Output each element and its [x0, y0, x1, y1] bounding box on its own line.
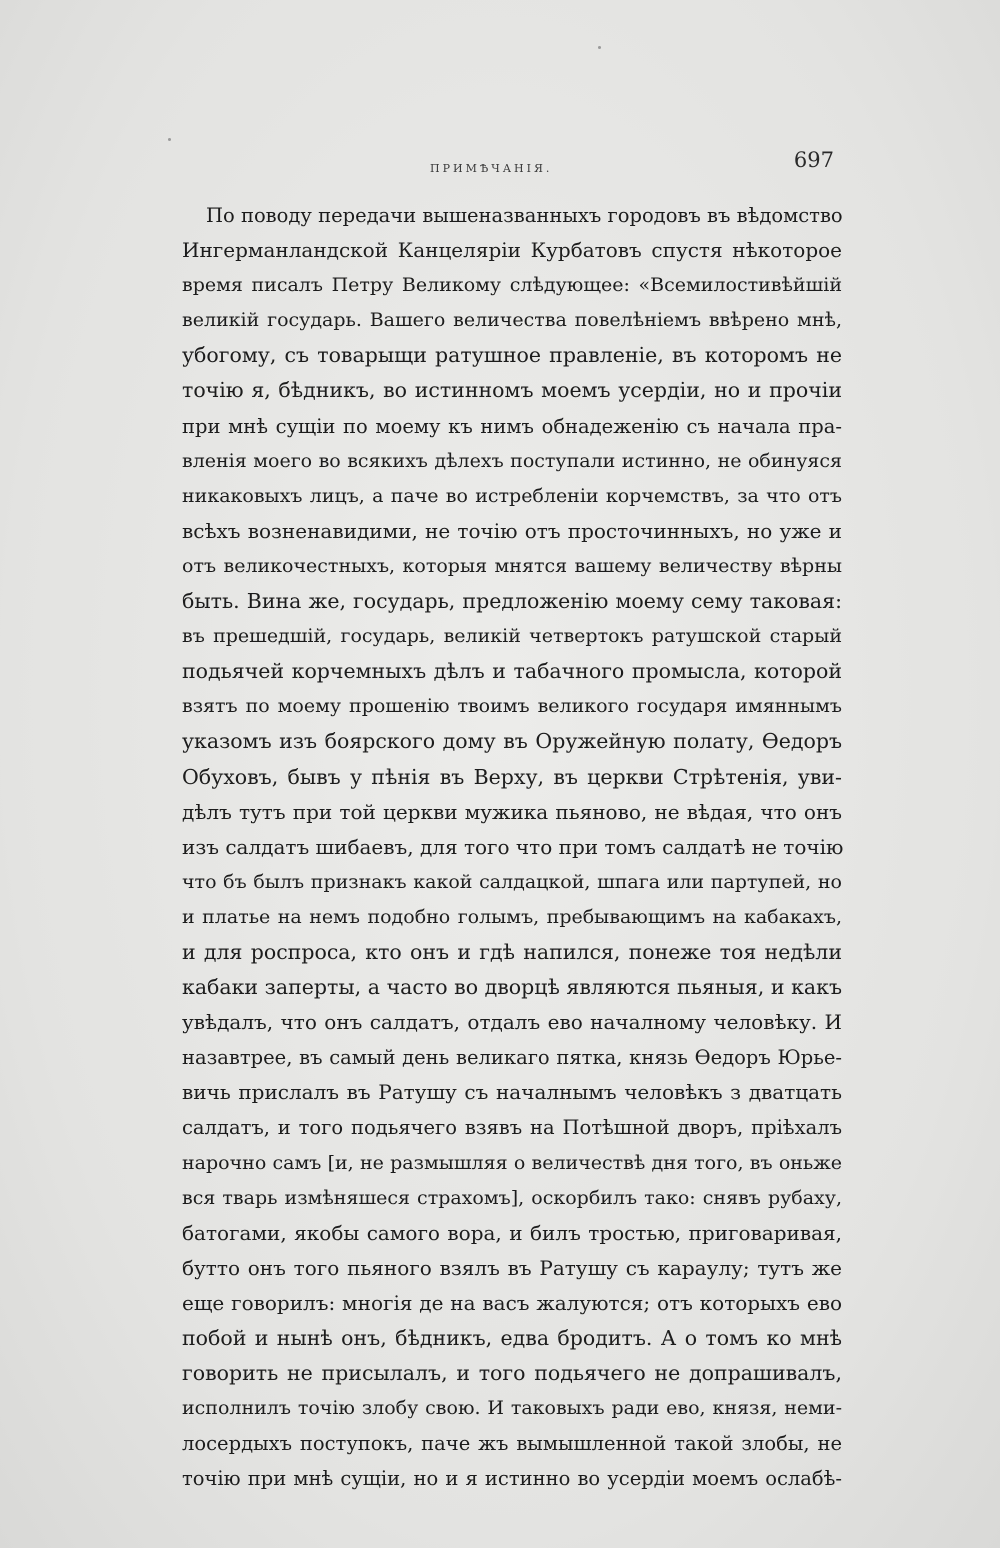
paper-speck — [168, 138, 171, 141]
text-line: кабаки заперты, а часто во дворцѣ являются пьяныя, и какъ — [182, 975, 842, 1000]
text-line: дѣлъ тутъ при той церкви мужика пьяново, не вѣдая, что онъ — [182, 799, 842, 824]
text-line: Ингерманландской Канцеляріи Курбатовъ спустя нѣкоторое — [182, 238, 842, 263]
text-line: вся тварь измѣняшеся страхомъ], оскорбилъ тако: снявъ рубаху, — [182, 1186, 842, 1209]
text-line: всѣхъ возненавидими, не точію отъ просточинныхъ, но уже и — [182, 518, 842, 543]
text-line: салдатъ, и того подьячего взявъ на Потѣшной дворъ, пріѣхалъ — [182, 1116, 842, 1140]
text-line: изъ салдатъ шибаевъ, для того что при томъ салдатѣ не точію — [182, 834, 844, 859]
text-line: нарочно самъ [и, не размышляя о величествѣ дня того, въ оньже — [182, 1151, 842, 1174]
text-line: увѣдалъ, что онъ салдатъ, отдалъ ево началному человѣку. И — [182, 1010, 842, 1035]
text-line: указомъ изъ боярского дому въ Оружейную полату, Ѳедоръ — [182, 729, 842, 754]
running-head-title: ПРИМѢЧАНІЯ. — [430, 162, 553, 175]
text-line: побой и нынѣ онъ, бѣдникъ, едва бродитъ. А о томъ ко мнѣ — [182, 1326, 842, 1350]
text-line: никаковыхъ лицъ, а паче во истребленіи корчемствъ, за что отъ — [182, 484, 842, 507]
text-line: лосердыхъ поступокъ, паче жъ вымышленной такой злобы, не — [182, 1432, 842, 1456]
running-head — [180, 148, 840, 178]
text-line: назавтрее, въ самый день великаго пятка, князь Ѳедоръ Юрье- — [182, 1046, 842, 1070]
page-number: 697 — [793, 148, 834, 172]
text-line: вленія моего во всякихъ дѣлехъ поступали истинно, не обинуяся — [182, 449, 842, 472]
paper-speck — [598, 46, 601, 49]
text-line: точію я, бѣдникъ, во истинномъ моемъ усердіи, но и прочіи — [182, 378, 842, 403]
text-line: при мнѣ сущіи по моему къ нимъ обнадеженію съ начала пра- — [182, 414, 842, 438]
text-line: еще говорилъ: многія де на васъ жалуются; отъ которыхъ ево — [182, 1290, 842, 1315]
text-line: вичь прислалъ въ Ратушу съ началнымъ человѣкъ з дватцать — [182, 1080, 842, 1105]
text-line: и платье на немъ подобно голымъ, пребывающимъ на кабакахъ, — [182, 905, 842, 928]
text-line: подьячей корчемныхъ дѣлъ и табачного промысла, которой — [182, 659, 842, 684]
text-line: бутто онъ того пьяного взялъ въ Ратушу съ караулу; тутъ же — [182, 1255, 842, 1280]
text-line: время писалъ Петру Великому слѣдующее: «Всемилостивѣйшій — [182, 274, 842, 297]
text-line: исполнилъ точію злобу свою. И таковыхъ ради ево, князя, неми- — [182, 1397, 842, 1420]
text-line: отъ великочестныхъ, которыя мнятся вашему величеству вѣрны — [182, 554, 842, 577]
text-line: батогами, якобы самого вора, и билъ тростью, приговаривая, — [182, 1220, 842, 1245]
text-line: что бъ былъ признакъ какой салдацкой, шпага или партупей, но — [182, 870, 842, 893]
text-line: въ прешедшій, государь, великій четвертокъ ратушской старый — [182, 625, 842, 648]
text-line: великій государь. Вашего величества повелѣніемъ ввѣрено мнѣ, — [182, 309, 842, 332]
text-line: и для роспроса, кто онъ и гдѣ напился, понеже тоя недѣли — [182, 939, 842, 964]
text-line: убогому, съ товарыщи ратушное правленіе, въ которомъ не — [182, 343, 842, 368]
text-line: взятъ по моему прошенію твоимъ великого государя имяннымъ — [182, 695, 842, 718]
text-line: Обуховъ, бывъ у пѣнія въ Верху, въ церкви Стрѣтенія, уви- — [182, 764, 842, 789]
body-text — [182, 198, 842, 1496]
text-line: говорить не присылалъ, и того подьячего не допрашивалъ, — [182, 1361, 842, 1386]
text-line: По поводу передачи вышеназванныхъ городовъ въ вѣдомство — [206, 204, 843, 227]
text-line: быть. Вина же, государь, предложенію моему сему таковая: — [182, 589, 842, 614]
text-line: точію при мнѣ сущіи, но и я истинно во усердіи моемъ ослабѣ- — [182, 1467, 842, 1491]
